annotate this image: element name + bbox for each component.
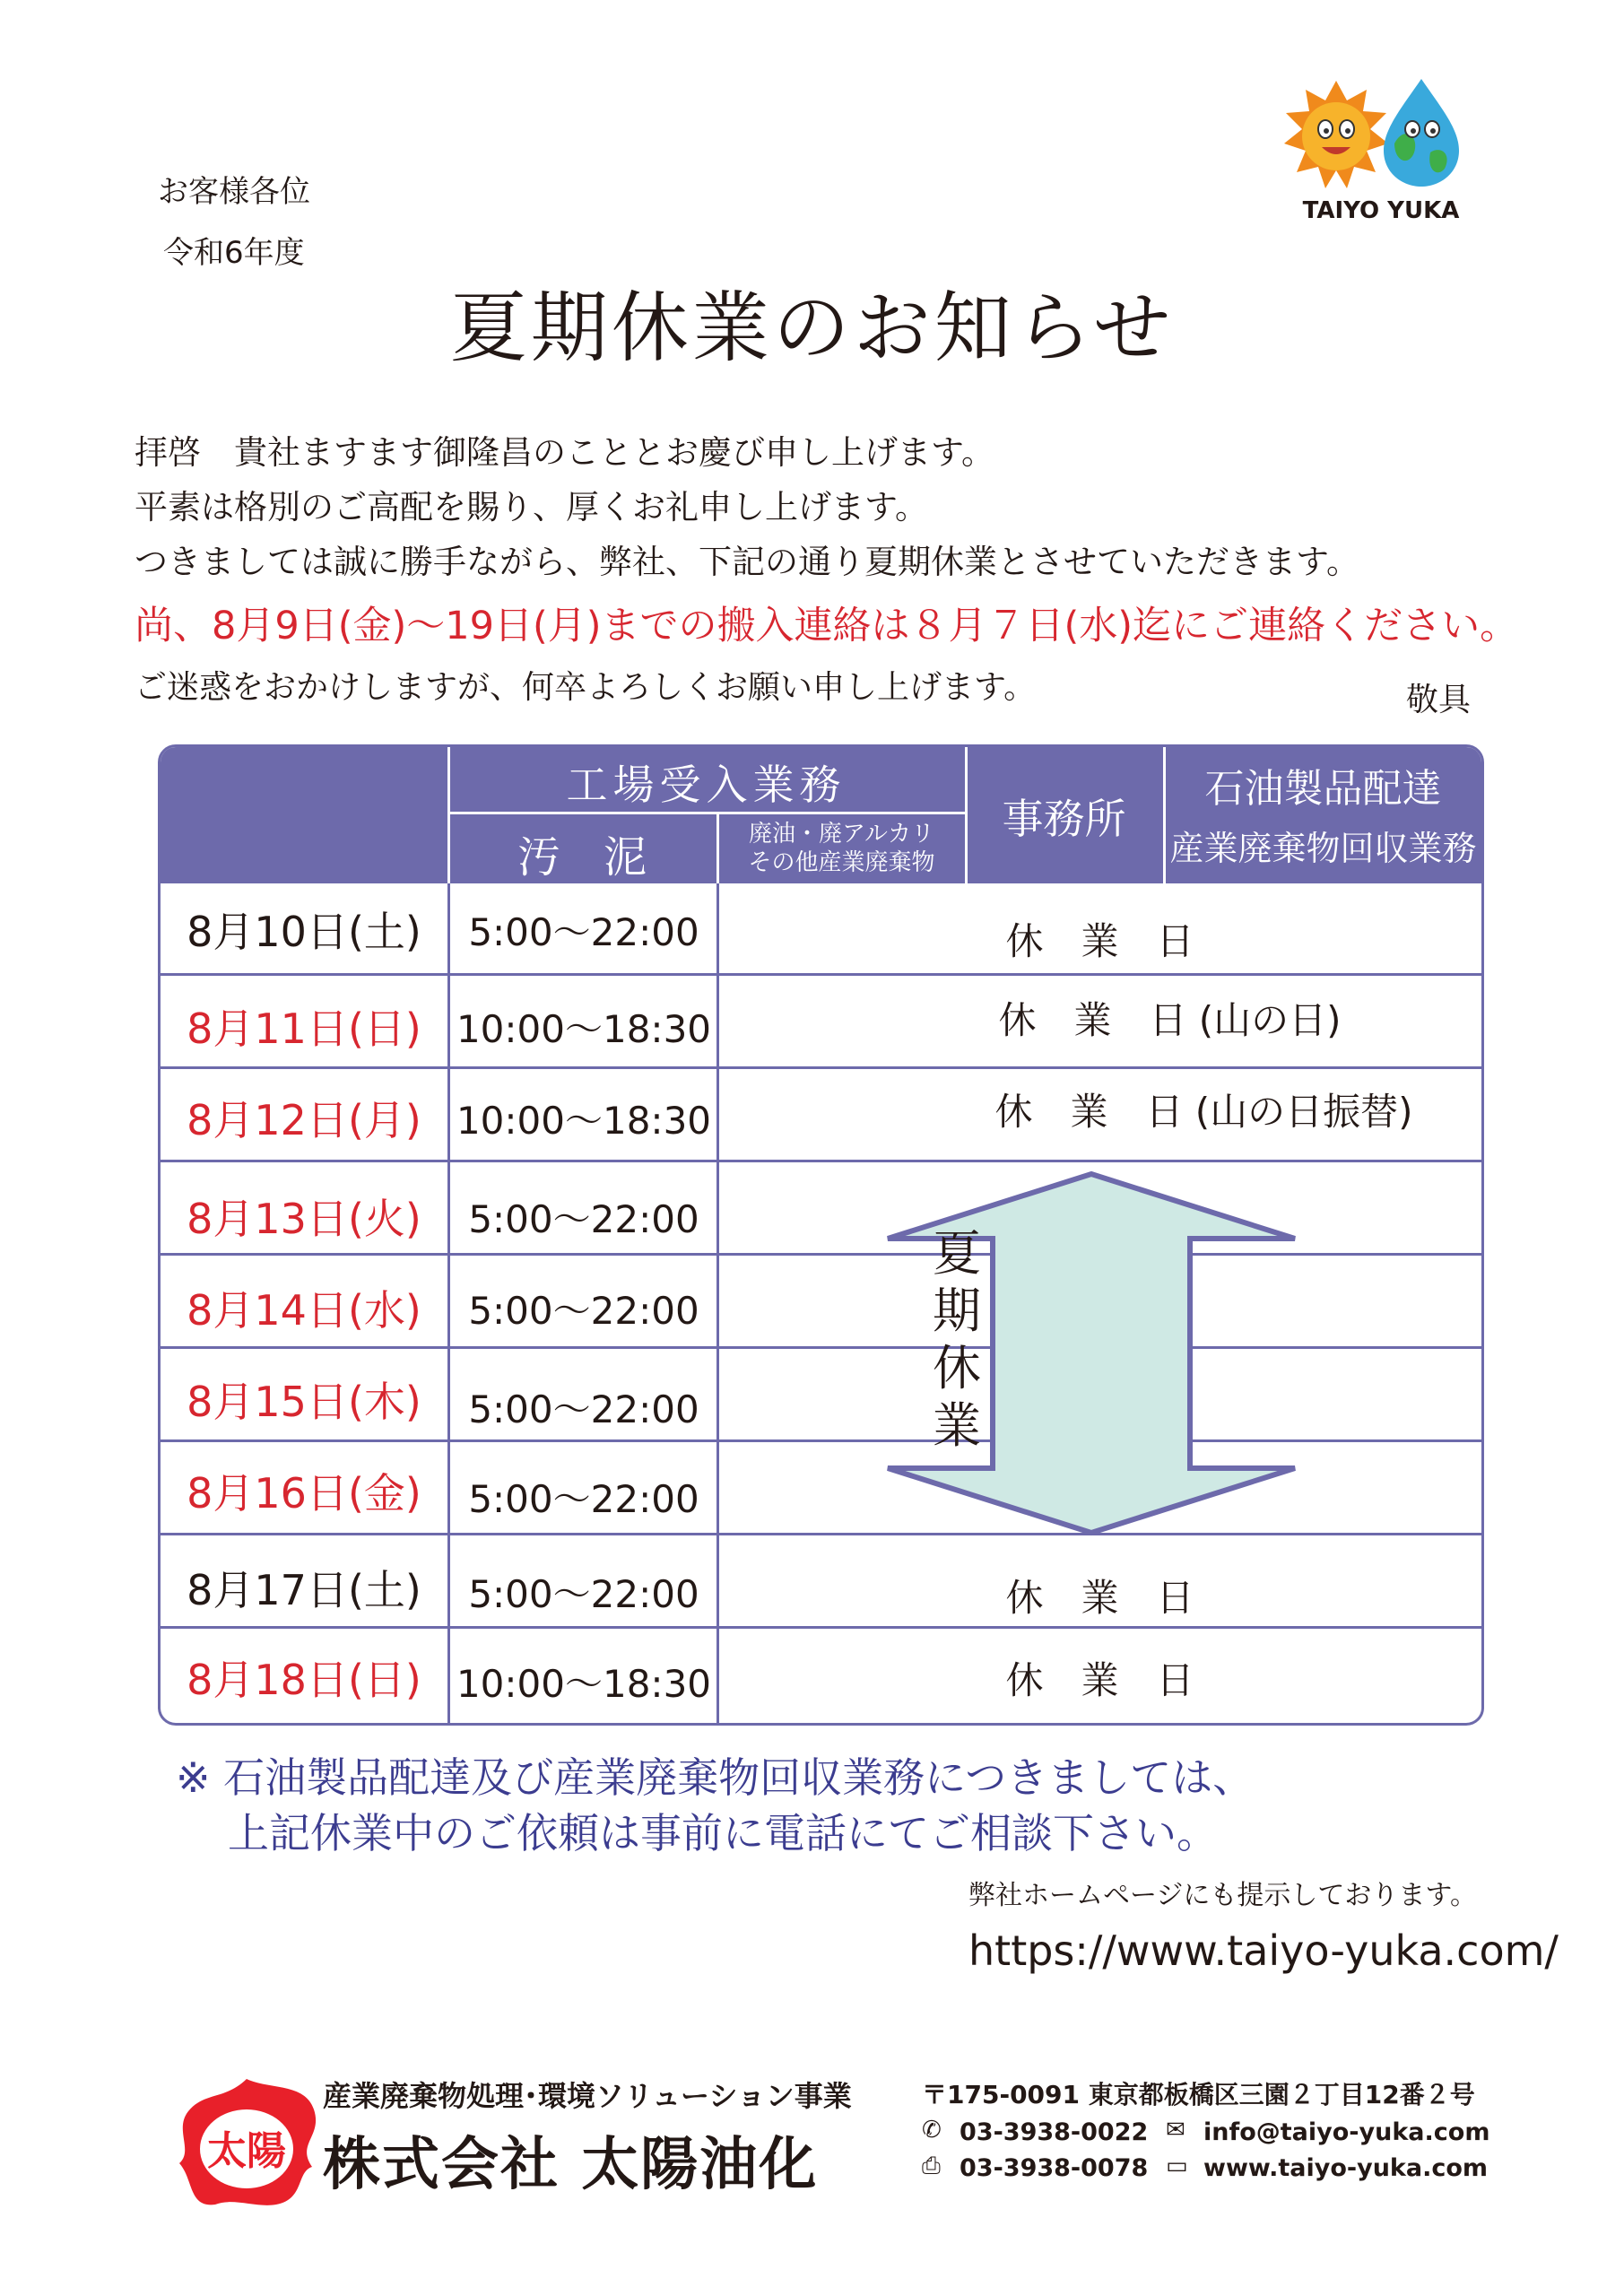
row-date: 8月13日(火) [187,1195,421,1243]
row-time: 5:00～22:00 [468,1197,699,1241]
office-header: 事務所 [1002,795,1126,843]
mail-icon: ✉ [1166,2117,1185,2144]
phone-number: 03-3938-0022 [960,2118,1149,2146]
arrow-label-char: 業 [933,1397,981,1454]
waste-oil-header-2: その他産業廃棄物 [748,849,935,876]
website-url[interactable]: https://www.taiyo-yuka.com/ [968,1926,1559,1975]
row-date: 8月18日(日) [187,1656,421,1704]
row-date: 8月12日(月) [187,1096,421,1144]
row-status: 休 業 日 [1005,919,1194,963]
delivery-notice: 尚、8月9日(金)～19日(月)までの搬入連絡は８月７日(水)迄にご連絡ください。 [135,604,1519,648]
taiyo-yuka-logo [1273,72,1489,229]
row-status: 休 業 日 (山の日) [998,998,1342,1042]
row-time: 10:00～18:30 [456,1099,712,1143]
year-label: 令和6年度 [163,235,305,271]
arrow-label-char: 休 [933,1340,981,1396]
row-date: 8月17日(土) [187,1566,421,1614]
sludge-header: 汚 泥 [517,832,647,883]
row-time: 5:00～22:00 [468,1289,699,1333]
row-time: 5:00～22:00 [468,1387,699,1431]
email-address[interactable]: info@taiyo-yuka.com [1203,2118,1490,2146]
homepage-note: 弊社ホームページにも提示しております。 [968,1880,1477,1911]
note-line-2: 上記休業中のご依頼は事前に電話にてご相談下さい。 [228,1809,1218,1857]
row-status: 休 業 日 (山の日振替) [994,1090,1413,1134]
footer-web[interactable]: www.taiyo-yuka.com [1203,2154,1489,2182]
fax-number: 03-3938-0078 [960,2154,1149,2182]
body-line-5: ご迷惑をおかけしますが、何卒よろしくお願い申し上げます。 [135,669,1037,706]
row-time: 10:00～18:30 [456,1662,712,1706]
row-date: 8月15日(木) [187,1378,421,1426]
monitor-icon: ▭ [1166,2152,1188,2179]
row-date: 8月10日(土) [187,908,421,956]
arrow-label-char: 期 [933,1283,981,1339]
body-line-3: つきましては誠に勝手ながら、弊社、下記の通り夏期休業とさせていただきます。 [135,543,1360,581]
row-date: 8月16日(金) [187,1469,421,1518]
phone-icon: ✆ [922,2117,942,2144]
fax-icon: ⎙ [922,2152,941,2179]
waste-oil-header-1: 廃油・廃アルカリ [749,821,934,848]
company-name: 株式会社 太陽油化 [323,2132,819,2198]
row-time: 5:00～22:00 [468,1572,699,1616]
page-title: 夏期休業のお知らせ [449,283,1175,373]
arrow-label-char: 夏 [933,1225,981,1282]
note-line-1: ※ 石油製品配達及び産業廃棄物回収業務につきましては、 [176,1753,1255,1802]
schedule-table [158,744,1484,1726]
logo-text: TAIYO YUKA [1302,197,1460,224]
address: 〒175-0091 東京都板橋区三園２丁目12番２号 [922,2080,1475,2109]
row-time: 5:00～22:00 [468,1477,699,1521]
closing: 敬具 [1406,682,1472,718]
business-line: 産業廃棄物処理･環境ソリューション事業 [323,2079,852,2113]
company-logo-text: 太陽 [207,2128,286,2174]
row-date: 8月11日(日) [187,1004,421,1053]
company-logo [170,2074,323,2213]
factory-header: 工場受入業務 [566,761,847,809]
row-time: 5:00～22:00 [468,910,699,954]
salutation: お客様各位 [158,174,310,210]
delivery-header-1: 石油製品配達 [1204,766,1442,812]
row-date: 8月14日(水) [187,1286,421,1335]
row-status: 休 業 日 [1005,1576,1194,1620]
delivery-header-2: 産業廃棄物回収業務 [1169,829,1477,868]
body-line-1: 拝啓 貴社ますます御隆昌のこととお慶び申し上げます。 [135,433,995,472]
row-time: 10:00～18:30 [456,1007,712,1051]
body-line-2: 平素は格別のご高配を賜り、厚くお礼申し上げます。 [135,488,929,526]
row-status: 休 業 日 [1005,1658,1194,1702]
